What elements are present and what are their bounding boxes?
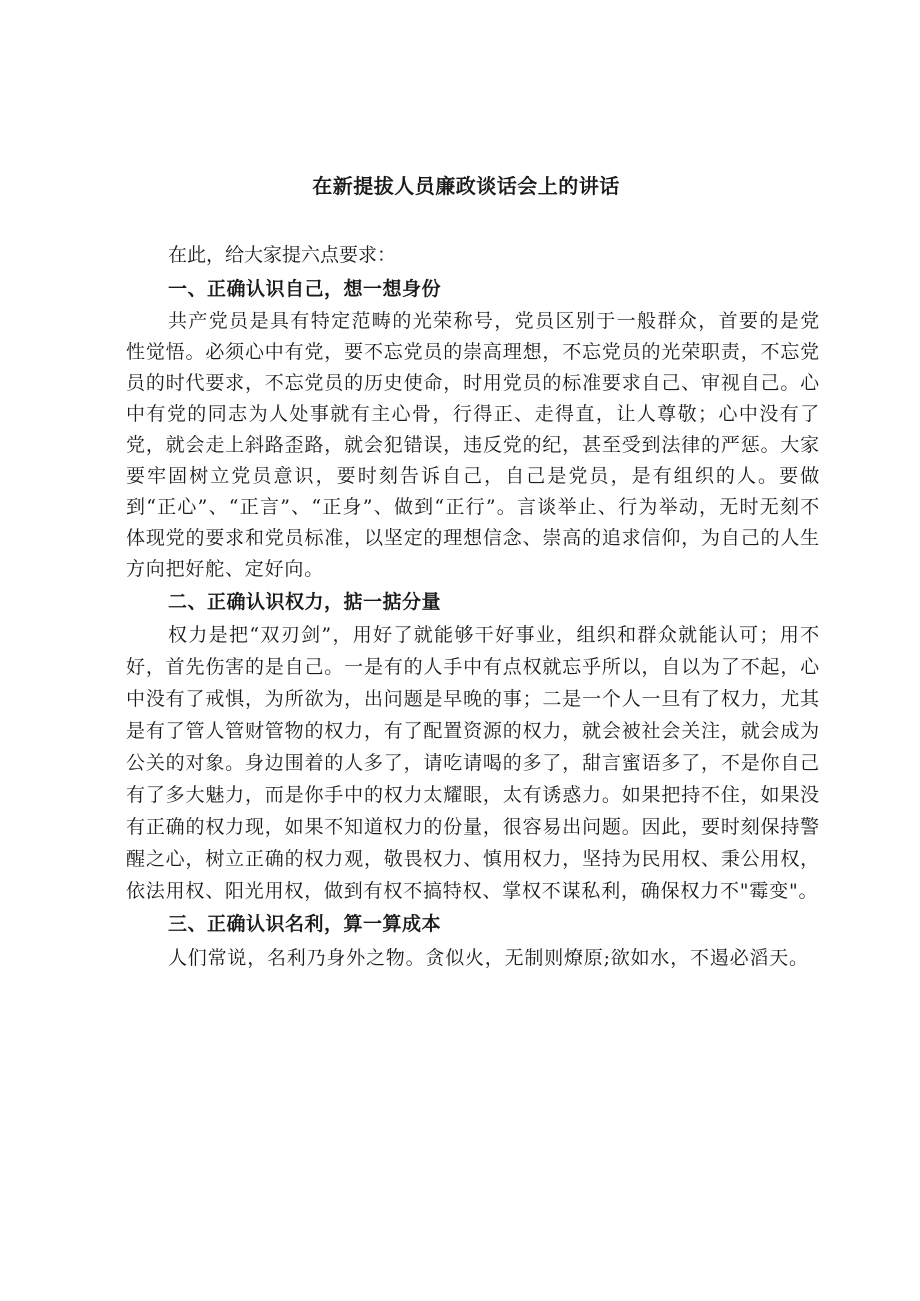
document-body xyxy=(126,239,820,975)
section-paragraph-2: 权力是把“双刃剑”，用好了就能够干好事业，组织和群众就能认可；用不好，首先伤害的是自己。一是有的人手中有点权就忘乎所以，自以为了不起，心中没有了戒惧，为所欲为，出问题是早晚的事；二是一个人一旦有了权力，尤其是有了管人管财管物的权力，有了配置资源的权力，就会被社会关注，就会成为公关的对象。身边围着的人多了，请吃请喝的多了，甜言蜜语多了，不是你自己有了多大魅力，而是你手中的权力太耀眼，太有诱惑力。如果把持不住，如果没有正确的权力现，如果不知道权力的份量，很容易出问题。因此，要时刻保持警醒之心，树立正确的权力观，敬畏权力、慎用权力，坚持为民用权、秉公用权，依法用权、阳光用权，做到有权不搞特权、掌权不谋私利，确保权力不"霉变"。 xyxy=(126,624,820,902)
intro-line: 在此，给大家提六点要求： xyxy=(168,244,397,266)
section-heading-2: 二、正确认识权力，掂一掂分量 xyxy=(168,591,442,613)
section-paragraph-3: 人们常说，名利乃身外之物。贪似火，无制则燎原;欲如水，不遏必滔天。 xyxy=(168,947,809,969)
section-heading-3: 三、正确认识名利，算一算成本 xyxy=(168,913,442,935)
section-heading-1: 一、正确认识自己，想一想身份 xyxy=(168,278,442,300)
section-paragraph-1: 共产党员是具有特定范畴的光荣称号，党员区别于一般群众，首要的是党性觉悟。必须心中有党，要不忘党员的崇高理想，不忘党员的光荣职责，不忘党员的时代要求，不忘党员的历史使命，时用党员的标准要求自己、审视自己。心中有党的同志为人处事就有主心骨，行得正、走得直，让人尊敬；心中没有了党，就会走上斜路歪路，就会犯错误，违反党的纪，甚至受到法律的严惩。大家要牢固树立党员意识，要时刻告诉自己，自己是党员，是有组织的人。要做到“正心”、“正言”、“正身”、做到“正行”。言谈举止、行为举动，无时无刻不体现党的要求和党员标准，以坚定的理想信念、崇高的追求信仰，为自己的人生方向把好舵、定好向。 xyxy=(126,310,820,580)
document-title: 在新提拔人员廉政谈话会上的讲话 xyxy=(312,174,620,198)
